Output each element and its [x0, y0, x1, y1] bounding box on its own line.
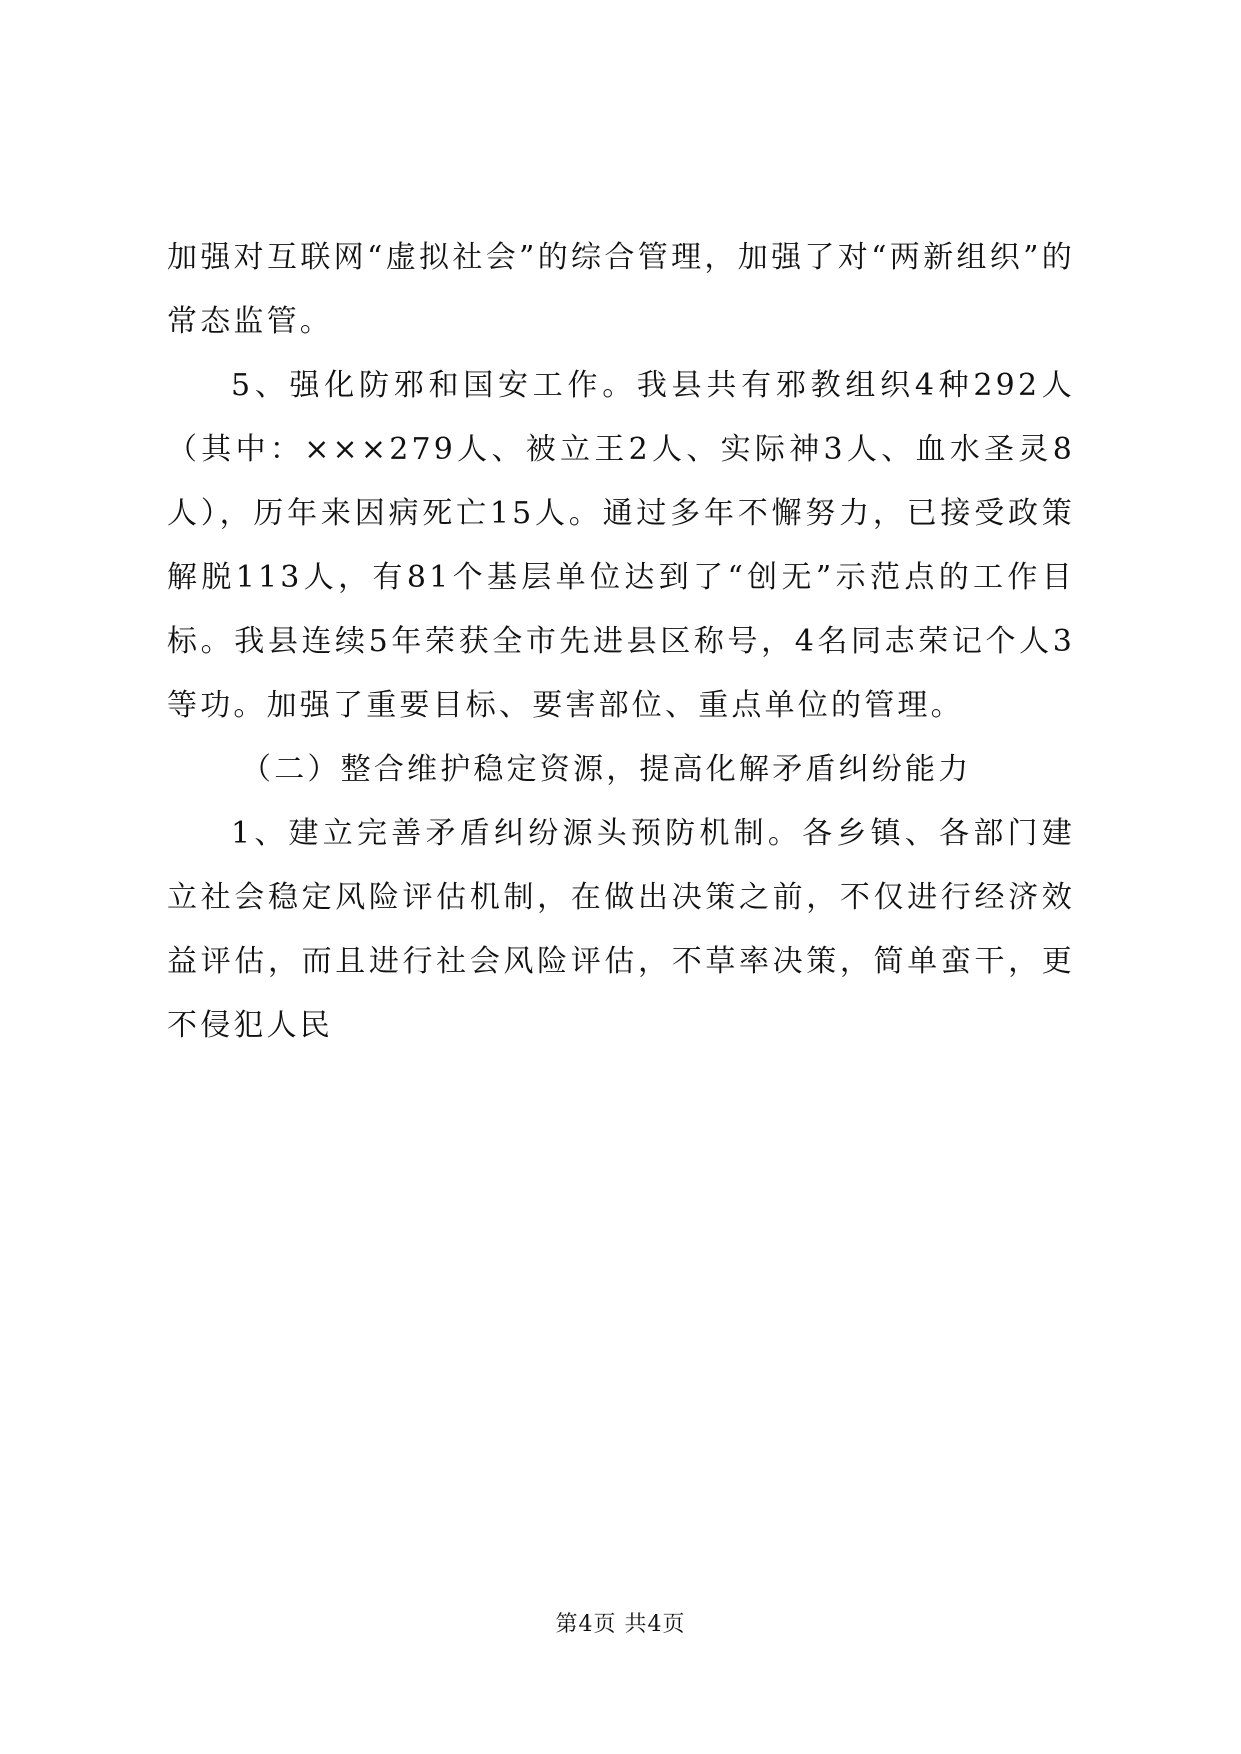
page-footer: 第4页 共4页 [555, 1612, 686, 1637]
paragraph-continuation: 加强对互联网“虚拟社会”的综合管理，加强了对“两新组织”的常态监管。 [167, 240, 1075, 339]
document-body [167, 226, 1075, 1058]
paragraph-item-5: 5、强化防邪和国安工作。我县共有邪教组织4种292人（其中：×××279人、被立王2人、实际神3人、血水圣灵8人），历年来因病死亡15人。通过多年不懈努力，已接受政策解脱113人，有81个基层单位达到了“创无”示范点的工作目标。我县连续5年荣获全市先进县区称号，4名同志荣记个人3等功。加强了重要目标、要害部位、重点单位的管理。 [167, 368, 1075, 723]
paragraph-item-1: 1、建立完善矛盾纠纷源头预防机制。各乡镇、各部门建立社会稳定风险评估机制，在做出决策之前，不仅进行经济效益评估，而且进行社会风险评估，不草率决策，简单蛮干，更不侵犯人民 [167, 816, 1075, 1043]
section-heading: （二）整合维护稳定资源，提高化解矛盾纠纷能力 [241, 752, 972, 787]
